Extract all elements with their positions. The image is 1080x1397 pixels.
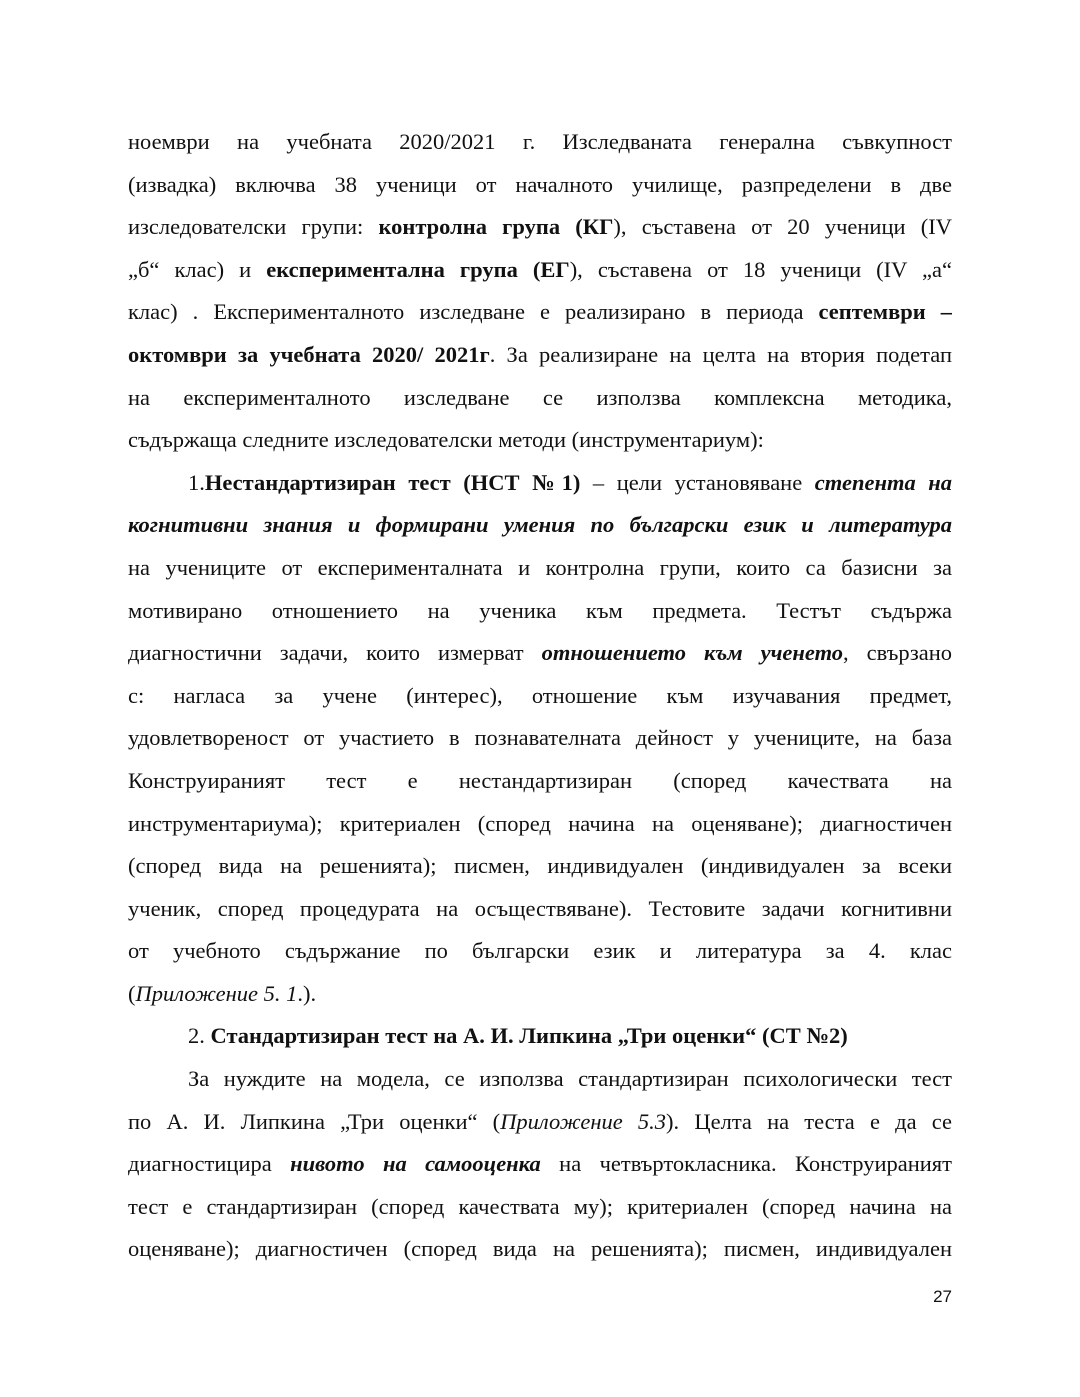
text-span: „б“ клас) и	[128, 256, 267, 282]
bold-text: септември –	[818, 299, 952, 325]
text-span: на експерименталното изследване се използва комплексна методика,	[128, 384, 952, 410]
text-line	[128, 590, 952, 633]
text-line	[128, 1058, 952, 1101]
text-line	[128, 121, 952, 164]
text-line	[128, 249, 952, 292]
text-span: инструментариума); критериален (според начина на оценяване); диагностичен	[128, 810, 952, 836]
text-line	[128, 1228, 952, 1271]
text-span: клас) . Експерименталното изследване е реализирано в периода	[128, 299, 819, 325]
italic-text: Приложение 5.3	[500, 1108, 667, 1134]
text-line	[128, 717, 952, 760]
text-span: За нуждите на модела, се използва стандартизиран психологически тест	[188, 1066, 952, 1092]
text-span: диагностицира	[128, 1151, 291, 1177]
text-span: на четвъртокласника. Конструираният	[540, 1151, 952, 1177]
list-number: 1.	[188, 469, 205, 495]
text-span: (извадка) включва 38 ученици от началното училище, разпределени в две	[128, 171, 952, 197]
text-span: по А. И. Липкина „Три оценки“ (	[128, 1108, 501, 1134]
bold-text: експериментална група (ЕГ	[266, 256, 570, 282]
text-span: (	[128, 980, 136, 1006]
text-span: , свързано	[843, 640, 952, 666]
text-span: – цели установяване	[580, 469, 815, 495]
list-number: 2.	[188, 1023, 211, 1049]
text-line	[128, 164, 952, 207]
bold-text: Стандартизиран тест на А. И. Липкина „Три оценки“ (СТ №2)	[210, 1023, 848, 1049]
text-line	[128, 1015, 952, 1058]
text-span: . За реализиране на целта на втория подетап	[489, 341, 952, 367]
text-line	[128, 803, 952, 846]
text-line	[128, 1143, 952, 1186]
bold-italic-text: отношението към ученето	[541, 640, 844, 666]
text-span: ученик, според процедурата на осъществяване). Тестовите задачи когнитивни	[128, 895, 952, 921]
text-line	[128, 845, 952, 888]
bold-text: Нестандартизиран тест (НСТ №1)	[204, 469, 581, 495]
text-span: оценяване); диагностичен (според вида на решенията); писмен, индивидуален	[128, 1236, 952, 1262]
text-span: съдържаща следните изследователски методи (инструментариум):	[128, 427, 764, 453]
text-span: диагностични задачи, които измерват	[128, 640, 542, 666]
bold-text: октомври за учебната 2020/ 2021г	[128, 341, 490, 367]
text-line	[128, 206, 952, 249]
text-span: изследователски групи:	[128, 214, 379, 240]
text-span: (според вида на решенията); писмен, индивидуален (индивидуален за всеки	[128, 853, 952, 879]
text-span: тест е стандартизиран (според качествата му); критериален (според начина на	[128, 1193, 952, 1219]
text-line	[128, 419, 952, 462]
italic-text: Приложение 5. 1	[135, 980, 298, 1006]
text-line	[128, 547, 952, 590]
text-span: .).	[297, 980, 317, 1006]
text-span: мотивирано отношението на ученика към предмета. Тестът съдържа	[128, 597, 952, 623]
text-span: Конструираният тест е нестандартизиран (според качествата на	[128, 767, 952, 793]
text-line	[128, 930, 952, 973]
document-body	[128, 121, 952, 1271]
text-span: ноември на учебната 2020/2021 г. Изследваната генерална съвкупност	[128, 129, 952, 154]
text-line	[128, 334, 952, 377]
text-line	[128, 675, 952, 718]
text-span: ), съставена от 20 ученици (IV	[613, 214, 952, 240]
text-line	[128, 1101, 952, 1144]
bold-italic-text: нивото на самооценка	[290, 1151, 541, 1177]
bold-italic-text: когнитивни знания и формирани умения по български език и литература	[128, 512, 952, 538]
text-line	[128, 973, 952, 1016]
text-line	[128, 462, 952, 505]
text-span: с: нагласа за учене (интерес), отношение към изучавания предмет,	[128, 682, 952, 708]
text-line	[128, 888, 952, 931]
text-line	[128, 377, 952, 420]
bold-italic-text: степента на	[814, 469, 952, 495]
text-line	[128, 760, 952, 803]
text-span: ), съставена от 18 ученици (IV „а“	[569, 256, 952, 282]
text-span: ). Целта на теста е да се	[666, 1108, 952, 1134]
page-number: 27	[933, 1287, 952, 1306]
text-span: удовлетвореност от участието в познавателната дейност у учениците, на база	[128, 725, 952, 751]
text-line	[128, 632, 952, 675]
text-line	[128, 291, 952, 334]
text-line	[128, 1186, 952, 1229]
text-span: от учебното съдържание по български език и литература за 4. клас	[128, 938, 952, 964]
bold-text: контролна група (КГ	[378, 214, 614, 240]
text-span: на учениците от експерименталната и контролна групи, които са базисни за	[128, 554, 952, 580]
text-line	[128, 504, 952, 547]
